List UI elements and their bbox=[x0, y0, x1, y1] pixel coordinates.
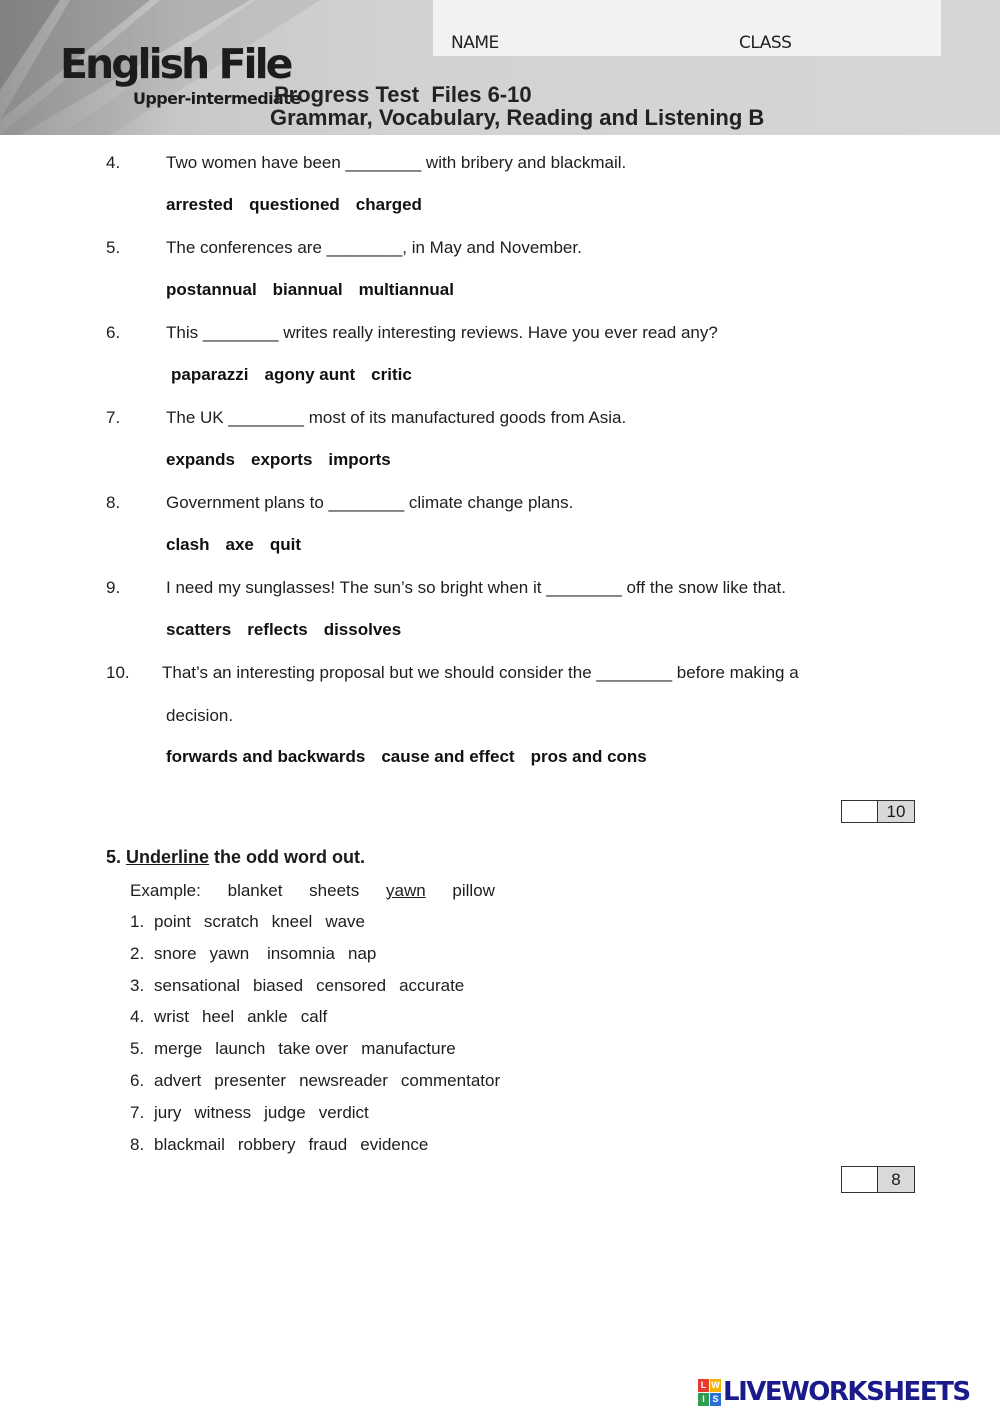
option[interactable]: multiannual bbox=[358, 280, 454, 299]
odd-word-item bbox=[130, 1007, 340, 1027]
option[interactable]: expands bbox=[166, 450, 235, 469]
option[interactable]: biannual bbox=[272, 280, 343, 299]
odd-word-item bbox=[130, 1039, 469, 1059]
word-choice[interactable]: yawn bbox=[209, 944, 250, 963]
option[interactable]: cause and effect bbox=[381, 747, 515, 766]
word-choice[interactable]: merge bbox=[154, 1039, 203, 1058]
question-text: Two women have been ________ with bribery and blackmail. bbox=[166, 153, 627, 172]
option[interactable]: exports bbox=[250, 450, 313, 469]
item-number: 8. bbox=[130, 1135, 145, 1154]
odd-word-item bbox=[130, 1103, 382, 1123]
item-number: 1. bbox=[130, 912, 145, 931]
word-choice[interactable]: jury bbox=[154, 1103, 182, 1122]
score-input[interactable] bbox=[842, 1167, 878, 1192]
example-word: blanket bbox=[227, 881, 283, 900]
word-choice[interactable]: robbery bbox=[237, 1135, 296, 1154]
option[interactable]: imports bbox=[328, 450, 391, 469]
option[interactable]: agony aunt bbox=[264, 365, 356, 384]
word-choice[interactable]: take over bbox=[278, 1039, 349, 1058]
word-choice[interactable]: wrist bbox=[154, 1007, 189, 1026]
page-header bbox=[0, 0, 1000, 135]
word-choice[interactable]: kneel bbox=[271, 912, 313, 931]
word-choice[interactable]: scratch bbox=[203, 912, 259, 931]
odd-word-item bbox=[130, 1071, 513, 1091]
word-choice[interactable]: censored bbox=[316, 976, 387, 995]
word-choice[interactable]: verdict bbox=[318, 1103, 369, 1122]
question-number: 5. bbox=[106, 238, 121, 257]
question-number: 7. bbox=[106, 408, 121, 427]
option[interactable]: scatters bbox=[166, 620, 232, 639]
word-choice[interactable]: accurate bbox=[399, 976, 465, 995]
section-title-rest: the odd word out. bbox=[209, 847, 366, 867]
liveworksheets-brand: LIVEWORKSHEETS bbox=[723, 1377, 970, 1407]
word-choice[interactable]: advert bbox=[154, 1071, 202, 1090]
logo-tile: I bbox=[698, 1393, 709, 1406]
section-number: 5. bbox=[106, 847, 122, 867]
odd-word-item bbox=[130, 976, 477, 996]
question-text: The conferences are ________, in May and November. bbox=[166, 238, 582, 257]
question-text: This ________ writes really interesting reviews. Have you ever read any? bbox=[166, 323, 718, 342]
word-choice[interactable]: biased bbox=[253, 976, 304, 995]
item-number: 5. bbox=[130, 1039, 145, 1058]
item-number: 4. bbox=[130, 1007, 145, 1026]
example-row bbox=[130, 881, 517, 901]
word-choice[interactable]: manufacture bbox=[361, 1039, 456, 1058]
section-title-underlined: Underline bbox=[126, 847, 210, 867]
score-box-section-5 bbox=[841, 1166, 915, 1193]
odd-word-item bbox=[130, 944, 389, 964]
question-text: Government plans to ________ climate change plans. bbox=[166, 493, 574, 512]
liveworksheets-icon bbox=[698, 1379, 720, 1405]
logo-tile: L bbox=[698, 1379, 709, 1392]
question-number: 6. bbox=[106, 323, 121, 342]
example-word: pillow bbox=[452, 881, 495, 900]
question-9-options bbox=[166, 620, 417, 640]
score-total: 10 bbox=[878, 801, 914, 822]
option[interactable]: quit bbox=[269, 535, 302, 554]
word-choice[interactable]: presenter bbox=[214, 1071, 287, 1090]
option[interactable]: critic bbox=[371, 365, 412, 384]
question-text: I need my sunglasses! The sun’s so bright when it ________ off the snow like that. bbox=[166, 578, 786, 597]
word-choice[interactable]: snore bbox=[154, 944, 197, 963]
option[interactable]: clash bbox=[166, 535, 210, 554]
name-class-box bbox=[433, 0, 941, 56]
word-choice[interactable]: newsreader bbox=[299, 1071, 388, 1090]
item-number: 3. bbox=[130, 976, 145, 995]
option[interactable]: dissolves bbox=[323, 620, 402, 639]
item-number: 7. bbox=[130, 1103, 145, 1122]
option[interactable]: arrested bbox=[166, 195, 234, 214]
word-choice[interactable]: calf bbox=[300, 1007, 328, 1026]
question-10-continuation: decision. bbox=[166, 706, 234, 725]
question-text: The UK ________ most of its manufactured goods from Asia. bbox=[166, 408, 627, 427]
logo-tile: W bbox=[711, 1380, 720, 1390]
score-total: 8 bbox=[878, 1167, 914, 1192]
class-label: CLASS bbox=[739, 33, 792, 53]
item-number: 2. bbox=[130, 944, 145, 963]
question-number: 9. bbox=[106, 578, 121, 597]
question-number: 10. bbox=[106, 663, 130, 682]
word-choice[interactable]: launch bbox=[215, 1039, 266, 1058]
score-input[interactable] bbox=[842, 801, 878, 822]
item-number: 6. bbox=[130, 1071, 145, 1090]
word-choice[interactable]: ankle bbox=[247, 1007, 288, 1026]
word-choice[interactable]: heel bbox=[201, 1007, 235, 1026]
test-title: Progress Test Files 6-10 bbox=[274, 82, 532, 107]
section-5-title bbox=[106, 847, 365, 868]
option[interactable]: postannual bbox=[166, 280, 257, 299]
option[interactable]: reflects bbox=[247, 620, 308, 639]
option[interactable]: paparazzi bbox=[171, 365, 249, 384]
option[interactable]: forwards and backwards bbox=[166, 747, 366, 766]
odd-word-item bbox=[130, 912, 378, 932]
question-5-options bbox=[166, 280, 470, 300]
word-choice[interactable]: judge bbox=[264, 1103, 306, 1122]
word-choice[interactable]: nap bbox=[347, 944, 377, 963]
option[interactable]: charged bbox=[355, 195, 422, 214]
word-choice[interactable]: witness bbox=[194, 1103, 252, 1122]
word-choice[interactable]: blackmail bbox=[154, 1135, 225, 1154]
word-choice[interactable]: commentator bbox=[400, 1071, 501, 1090]
example-answer-word: yawn bbox=[386, 881, 426, 900]
question-6-options bbox=[171, 365, 428, 385]
name-label: NAME bbox=[451, 33, 499, 53]
word-choice[interactable]: point bbox=[154, 912, 191, 931]
option[interactable]: questioned bbox=[249, 195, 340, 214]
word-choice[interactable]: insomnia bbox=[262, 944, 335, 963]
level-label: Upper-intermediate bbox=[133, 89, 301, 108]
question-8-options bbox=[166, 535, 317, 555]
english-file-logo: English File bbox=[60, 40, 291, 88]
logo-tile: S bbox=[710, 1393, 721, 1406]
question-number: 4. bbox=[106, 153, 121, 172]
example-word: sheets bbox=[309, 881, 360, 900]
question-10-options bbox=[166, 747, 663, 767]
liveworksheets-logo bbox=[698, 1377, 970, 1407]
word-choice[interactable]: evidence bbox=[360, 1135, 429, 1154]
question-text: That’s an interesting proposal but we should consider the ________ before making a bbox=[162, 663, 799, 682]
question-4-options bbox=[166, 195, 438, 215]
word-choice[interactable]: sensational bbox=[154, 976, 241, 995]
test-subtitle: Grammar, Vocabulary, Reading and Listening B bbox=[270, 105, 765, 130]
example-label: Example: bbox=[130, 881, 201, 900]
odd-word-item bbox=[130, 1135, 441, 1155]
question-number: 8. bbox=[106, 493, 121, 512]
option[interactable]: axe bbox=[225, 535, 254, 554]
question-7-options bbox=[166, 450, 407, 470]
word-choice[interactable]: wave bbox=[325, 912, 365, 931]
option[interactable]: pros and cons bbox=[530, 747, 647, 766]
word-choice[interactable]: fraud bbox=[308, 1135, 348, 1154]
score-box-section-4 bbox=[841, 800, 915, 823]
